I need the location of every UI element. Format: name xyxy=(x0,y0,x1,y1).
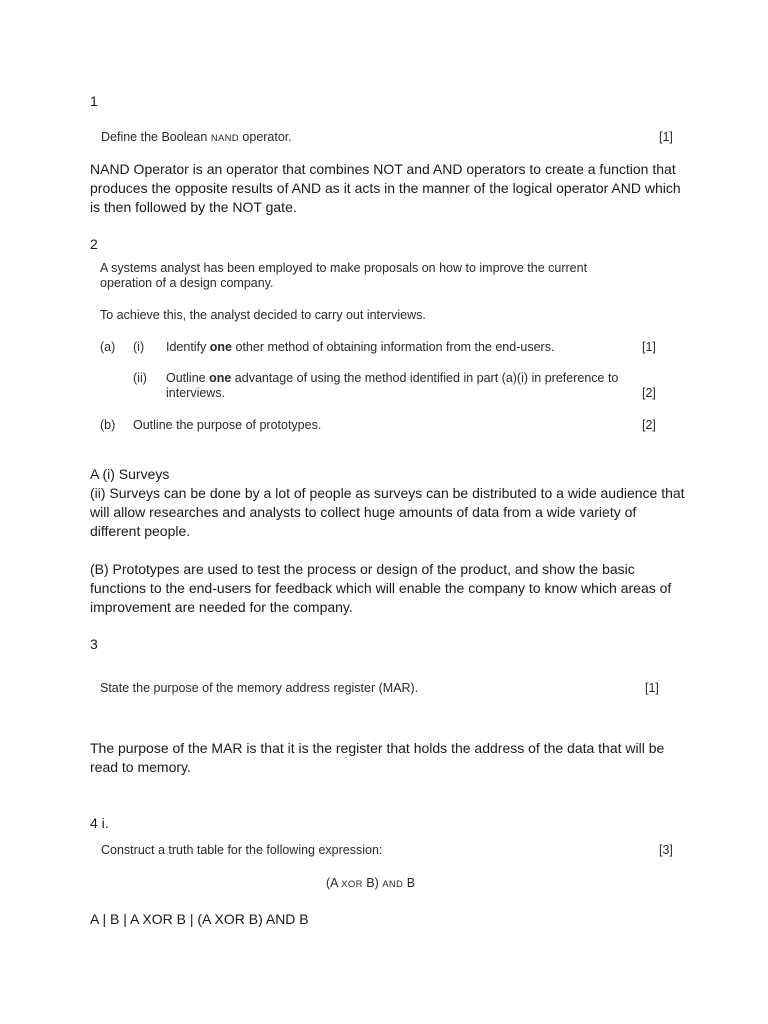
part-a-i-marks: [1] xyxy=(642,340,656,354)
question-1-nand: NAND xyxy=(210,133,239,144)
part-a-i-text-post: other method of obtaining information from the end-users. xyxy=(232,340,555,354)
answer-1 xyxy=(90,160,690,217)
question-4-number: 4 i. xyxy=(90,815,109,831)
part-a-i-label: (i) xyxy=(133,340,145,354)
answer-4 xyxy=(90,910,690,929)
question-2-intro-1: A systems analyst has been employed to make proposals on how to improve the current operation of a design company. xyxy=(100,261,588,290)
part-a-ii-bold: one xyxy=(209,371,232,385)
answer-4-text: A | B | A XOR B | (A XOR B) AND B xyxy=(90,911,309,927)
part-a-ii-text xyxy=(166,371,626,401)
expr-and: AND xyxy=(382,879,404,890)
part-a-ii-marks: [2] xyxy=(642,386,656,400)
part-b-label: (b) xyxy=(100,418,116,432)
answer-2-b: (B) Prototypes are used to test the process or design of the product, and show the basic functions to the end-users for feedback which will enable the company to know which areas of improvement are needed for the company. xyxy=(90,561,672,615)
question-1-marks: [1] xyxy=(659,130,673,144)
question-4-text: Construct a truth table for the following expression: xyxy=(101,843,383,857)
part-b-text: Outline the purpose of prototypes. xyxy=(133,418,322,432)
answer-2-a-i: A (i) Surveys xyxy=(90,466,170,482)
expr-part-3: B xyxy=(403,876,416,890)
part-a-i-text xyxy=(166,340,554,354)
expr-part-2: B) xyxy=(362,876,383,890)
question-4-marks: [3] xyxy=(659,843,673,857)
question-2-number: 2 xyxy=(90,236,98,252)
question-1-text-pre: Define the Boolean xyxy=(101,130,211,144)
part-a-ii-text-post: advantage of using the method identified in part (a)(i) in preference to interviews. xyxy=(166,371,619,400)
part-b-marks: [2] xyxy=(642,418,656,432)
answer-1-text: NAND Operator is an operator that combines NOT and AND operators to create a function that produces the opposite results of AND as it acts in the manner of the logical operator AND which is then followed by the NOT gate. xyxy=(90,161,681,215)
question-1-number: 1 xyxy=(90,93,98,109)
answer-2-a-ii: (ii) Surveys can be done by a lot of people as surveys can be distributed to a wide audience that will allow researches and analysts to collect huge amounts of data from a wide variety of different people. xyxy=(90,485,685,539)
question-3-text: State the purpose of the memory address register (MAR). xyxy=(100,681,419,695)
part-a-i-text-pre: Identify xyxy=(166,340,210,354)
question-4-expression xyxy=(326,876,415,890)
question-1-text-post: operator. xyxy=(238,130,292,144)
part-a-label: (a) xyxy=(100,340,116,354)
question-3-number: 3 xyxy=(90,636,98,652)
expr-xor: XOR xyxy=(341,879,363,890)
question-3-marks: [1] xyxy=(645,681,659,695)
part-a-ii-label: (ii) xyxy=(133,371,147,385)
answer-2 xyxy=(90,465,690,617)
answer-3 xyxy=(90,739,690,777)
part-a-ii-text-pre: Outline xyxy=(166,371,210,385)
expr-part-1: (A xyxy=(326,876,342,890)
answer-3-text: The purpose of the MAR is that it is the register that holds the address of the data that will be read to memory. xyxy=(90,740,665,775)
question-2-intro-2: To achieve this, the analyst decided to carry out interviews. xyxy=(100,308,426,322)
part-a-i-bold: one xyxy=(209,340,233,354)
question-1-text xyxy=(101,130,292,144)
